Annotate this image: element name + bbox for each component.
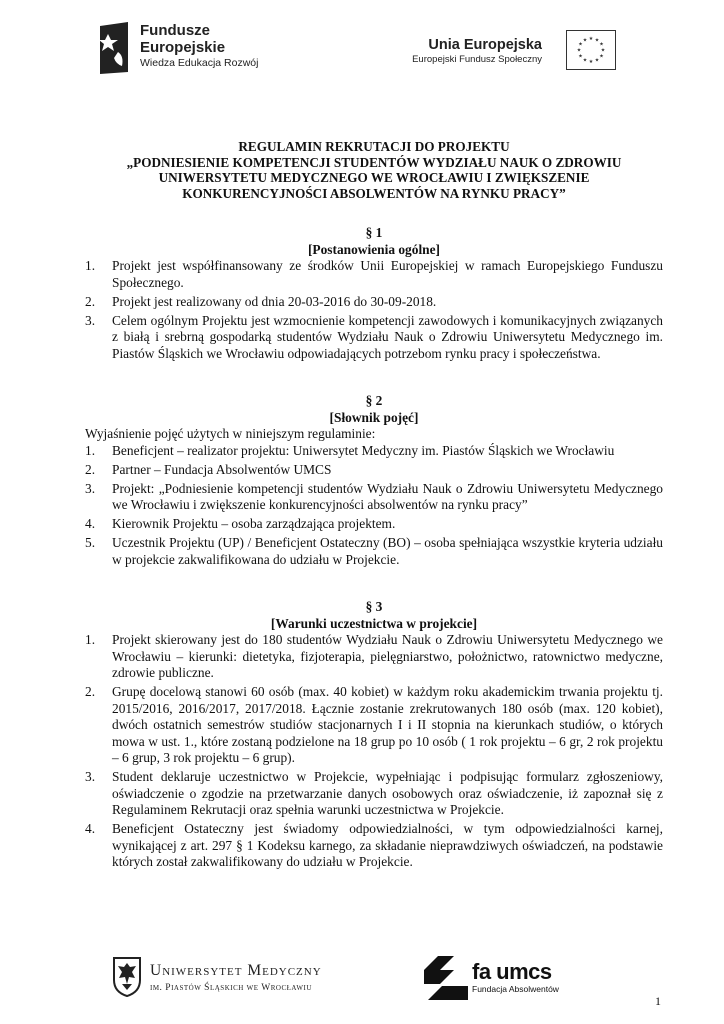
svg-text:★: ★ bbox=[588, 59, 594, 65]
page-footer bbox=[0, 950, 724, 1024]
item-text: Celem ogólnym Projektu jest wzmocnienie kompetencji zawodowych i komunikacyjnych związanych z białą i srebrną gospodarką studentów Wydziału Nauk o Zdrowiu Uniwersytetu Medycznego im. Piastów Śląskich we Wrocławiu odpowiadających potrzebom rynku pracy i społeczeństwa. bbox=[112, 312, 663, 361]
item-number: 2. bbox=[85, 461, 96, 477]
item-number: 2. bbox=[85, 293, 96, 309]
umed-logo-line2: im. Piastów Śląskich we Wrocławiu bbox=[150, 983, 312, 993]
svg-text:★: ★ bbox=[594, 57, 600, 64]
item-number: 4. bbox=[85, 821, 96, 836]
list-item bbox=[85, 769, 663, 819]
title-line1: REGULAMIN REKRUTACJI DO PROJEKTU bbox=[238, 139, 510, 154]
section-number: § 2 bbox=[365, 393, 383, 408]
section-number: § 1 bbox=[365, 225, 383, 240]
umed-logo-line1: Uniwersytet Medyczny bbox=[150, 962, 322, 979]
svg-text:★: ★ bbox=[594, 37, 600, 44]
fe-logo-line3: Wiedza Edukacja Rozwój bbox=[140, 57, 259, 69]
fe-logo-line2: Europejskie bbox=[140, 39, 226, 56]
item-text: Projekt: „Podniesienie kompetencji studentów Wydziału Nauk o Zdrowiu Uniwersytetu Medycznego we Wrocławiu i zwiększenie konkurencyjności absolwentów na rynku pracy” bbox=[112, 480, 663, 512]
fa-logo-text bbox=[472, 960, 559, 995]
svg-text:★: ★ bbox=[600, 47, 606, 54]
umed-logo-text bbox=[150, 962, 322, 994]
item-number: 1. bbox=[85, 632, 96, 647]
section-1 bbox=[85, 225, 663, 362]
fa-umcs-mark-icon bbox=[424, 956, 468, 1000]
list-item bbox=[85, 535, 663, 568]
item-text: Uczestnik Projektu (UP) / Beneficjent Ostateczny (BO) – osoba spełniająca wszystkie kryteria udziału w projekcie zakwalifikowana do udziału w Projekcie. bbox=[112, 535, 663, 567]
item-number: 5. bbox=[85, 535, 96, 550]
list-item bbox=[85, 684, 663, 767]
fa-umcs-logo bbox=[424, 956, 564, 1000]
page-header bbox=[0, 0, 724, 90]
fe-logo-line1: Fundusze bbox=[140, 22, 210, 39]
title-line4: KONKURENCYJNOŚCI ABSOLWENTÓW NA RYNKU PRACY” bbox=[182, 185, 566, 201]
section-title: [Słownik pojęć] bbox=[329, 409, 419, 425]
item-number: 2. bbox=[85, 684, 96, 699]
list-item bbox=[85, 821, 663, 871]
item-text: Projekt jest współfinansowany ze środków Unii Europejskiej w ramach Europejskiego Funduszu Społecznego. bbox=[112, 258, 663, 290]
item-text: Kierownik Projektu – osoba zarządzająca projektem. bbox=[112, 516, 396, 531]
title-line3: UNIWERSYTETU MEDYCZNEGO WE WROCŁAWIU I ZWIĘKSZENIE bbox=[158, 170, 590, 185]
item-text: Projekt skierowany jest do 180 studentów Wydziału Nauk o Zdrowiu Uniwersytetu Medycznego we Wrocławiu – kierunki: dietetyka, fizjoterapia, pielęgniarstwo, położnictwo, ratownictwo medyczne, zdrowie publiczne. bbox=[112, 632, 663, 680]
item-text: Student deklaruje uczestnictwo w Projekcie, wypełniając i podpisując formularz zgłoszeniowy, oświadczenie o zgodzie na przetwarzanie danych osobowych oraz oświadczenie, iż zapoznał się z Regulaminem Rekrutacji oraz spełnia warunki uczestnictwa w Projekcie. bbox=[112, 769, 663, 817]
svg-text:★: ★ bbox=[582, 37, 588, 44]
list-item bbox=[85, 462, 663, 479]
item-number: 3. bbox=[85, 312, 96, 328]
list-item bbox=[85, 294, 663, 311]
fe-logo-text bbox=[140, 22, 258, 70]
item-number: 3. bbox=[85, 480, 96, 496]
uniwersytet-medyczny-logo bbox=[110, 954, 360, 1000]
item-text: Beneficjent – realizator projektu: Uniwersytet Medyczny im. Piastów Śląskich we Wrocławiu bbox=[112, 442, 615, 458]
list-item bbox=[85, 481, 663, 514]
section-3-list bbox=[85, 632, 663, 871]
list-item bbox=[85, 443, 663, 460]
item-number: 1. bbox=[85, 258, 96, 273]
svg-text:★: ★ bbox=[599, 53, 604, 60]
svg-text:★: ★ bbox=[588, 36, 594, 42]
item-number: 1. bbox=[85, 442, 96, 458]
svg-text:★: ★ bbox=[582, 57, 588, 64]
item-text: Partner – Fundacja Absolwentów UMCS bbox=[112, 461, 332, 477]
list-item bbox=[85, 313, 663, 363]
unia-europejska-logo bbox=[404, 30, 616, 74]
eagle-crest-icon bbox=[110, 954, 144, 998]
fa-logo-line1: fa umcs bbox=[472, 959, 552, 984]
item-text: Projekt jest realizowany od dnia 20-03-2016 do 30-09-2018. bbox=[112, 293, 437, 309]
title-line2: „PODNIESIENIE KOMPETENCJI STUDENTÓW WYDZIAŁU NAUK O ZDROWIU bbox=[126, 154, 622, 170]
svg-text:★: ★ bbox=[578, 41, 583, 48]
svg-text:★: ★ bbox=[578, 53, 583, 60]
eu-flag-icon bbox=[566, 30, 616, 70]
item-number: 3. bbox=[85, 769, 96, 784]
fa-logo-line2: Fundacja Absolwentów bbox=[472, 984, 559, 994]
section-title: [Warunki uczestnictwa w projekcie] bbox=[270, 615, 478, 631]
eu-logo-line2: Europejski Fundusz Społeczny bbox=[412, 54, 542, 65]
section-intro: Wyjaśnienie pojęć użytych w niniejszym regulaminie: bbox=[85, 426, 376, 441]
section-2 bbox=[85, 393, 663, 568]
svg-text:★: ★ bbox=[599, 41, 604, 48]
item-text: Grupę docelową stanowi 60 osób (max. 40 kobiet) w każdym roku akademickim trwania projektu tj. 2015/2016, 2016/2017, 2017/2018. Łącznie zostanie zrekrutowanych 180 osób (max. 120 kobiet), dwóch ostatnich semestrów studiów stacjonarnych I i II stopnia na kierunkach studiów, o których mowa w ust. 1., które zostaną podzielone na 18 grup po 10 osób ( 1 rok projektu – 6 gr, 2 rok projektu – 6 grup, 3 rok projektu – 6 grup). bbox=[112, 684, 663, 765]
list-item bbox=[85, 516, 663, 533]
document-title bbox=[85, 139, 663, 201]
eu-logo-line1: Unia Europejska bbox=[428, 37, 542, 53]
list-item bbox=[85, 258, 663, 291]
section-3 bbox=[85, 599, 663, 871]
fundusze-europejskie-logo bbox=[98, 20, 278, 78]
svg-text:★: ★ bbox=[576, 47, 582, 54]
section-1-list bbox=[85, 258, 663, 362]
item-number: 4. bbox=[85, 516, 96, 531]
section-title: [Postanowienia ogólne] bbox=[307, 241, 441, 257]
eu-logo-text bbox=[412, 36, 542, 66]
fe-star-flag-icon bbox=[98, 20, 132, 76]
item-text: Beneficjent Ostateczny jest świadomy odpowiedzialności, w tym odpowiedzialności karnej, wynikającej z art. 297 § 1 Kodeksu karnego, za składanie nieprawdziwych oświadczeń, na podstawie których został zakwalifikowany do udziału w Projekcie. bbox=[112, 821, 663, 869]
page-number: 1 bbox=[655, 994, 661, 1008]
section-number: § 3 bbox=[365, 599, 383, 614]
section-2-list bbox=[85, 443, 663, 569]
regulation-content bbox=[85, 139, 663, 873]
list-item bbox=[85, 632, 663, 682]
